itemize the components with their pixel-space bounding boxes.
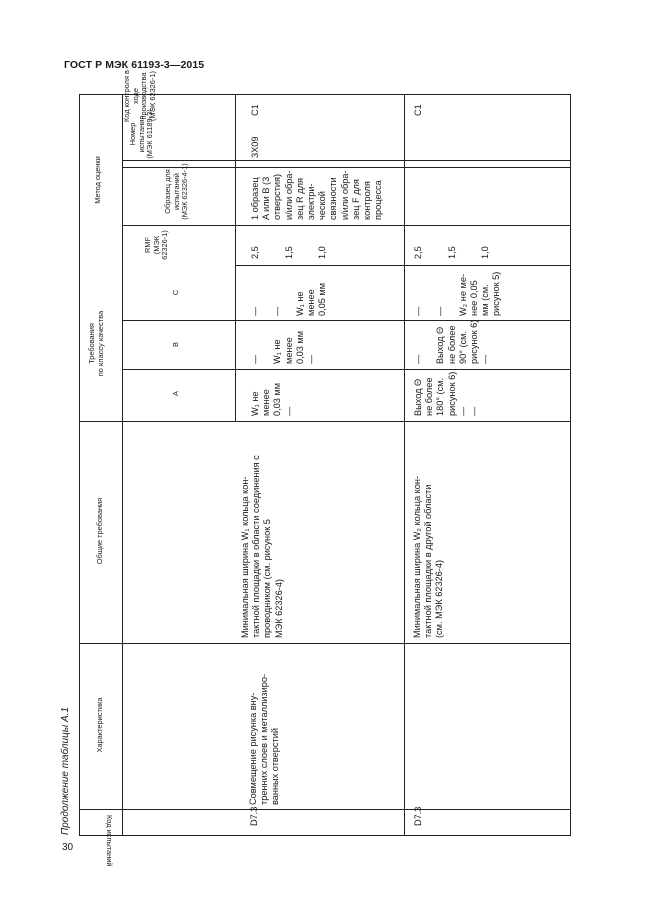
header-control-cell: Код контроля в ходе производства (МЭК 62326-1) (122, 70, 157, 122)
header-samples: Образец для испытаний (МЭК 62326-4-1) (163, 163, 190, 220)
row2-control: C1 (413, 104, 423, 116)
grid-line (122, 225, 570, 226)
grid-line (122, 95, 123, 835)
row1-class-c: — — W₁ не менее 0,05 мм (250, 282, 328, 316)
grid-line (122, 369, 570, 370)
row2-class-a: Выход Θ не более 180° (см. рисунок 6) — — (413, 371, 480, 416)
header-class-a: A (171, 391, 180, 396)
row2-code: D7.3 (413, 806, 423, 826)
row1-samples: 1 образец A или B (3 отверстия) и/или обра- зец R для электри- ческой связности и/или обра- зец F для контроля процесса (250, 170, 384, 220)
row2-general: Минимальная ширина W₂ кольца кон- тактной площадки в другой области (см. МЭК 62326-4) (412, 475, 445, 638)
header-characteristic: Характеристика (95, 697, 104, 753)
page-number: 30 (62, 842, 74, 853)
row1-characteristic: Совмещение рисунка вну- тренних слоев и металлизиро- ванных отверстий (248, 673, 281, 805)
row1-class-a: W₁ не менее 0,03 мм — (250, 382, 294, 416)
header-requirements-group: Требования по классу качества (87, 310, 105, 377)
header-test-no-cell: Номер испытания (МЭК 61189-3) (128, 109, 155, 159)
continuation-caption: Продолжение таблицы А.1 (60, 707, 71, 835)
row2-class-c: — — W₂ не ме- нее 0,05 мм (см. рисунок 5) (413, 271, 502, 316)
header-general: Общие требования (95, 497, 104, 565)
row1-control: C1 (250, 104, 260, 116)
header-method-group: Метод оценки (93, 156, 102, 204)
grid-line (80, 421, 570, 422)
grid-line (80, 809, 570, 810)
grid-line (80, 643, 570, 644)
row1-code: D7.3 (249, 806, 259, 826)
header-class-c: C (171, 289, 180, 296)
grid-line (235, 95, 236, 421)
row2-rmf: 2,5 1,5 1,0 (413, 246, 491, 259)
header-rmf: RMF (МЭК 62326-1) (143, 230, 170, 260)
row1-test-no: 3X09 (250, 136, 260, 158)
row1-general: Минимальная ширина W₁ кольца кон- тактной площадки в области соединения с проводником (см. рисунок 5 МЭК 62326-4) (240, 455, 284, 638)
grid-line (404, 95, 405, 835)
row1-class-b: — W₁ не менее 0,03 мм — (250, 330, 317, 364)
row2-class-b: — Выход Θ не более 90° (см. рисунок 6) — (413, 319, 491, 364)
row1-rmf: 2,5 1,5 1,0 (250, 246, 328, 259)
header-class-b: B (171, 342, 180, 347)
header-code: Код испытаний (105, 815, 114, 867)
page-header: ГОСТ Р МЭК 61193-3—2015 (64, 59, 205, 71)
